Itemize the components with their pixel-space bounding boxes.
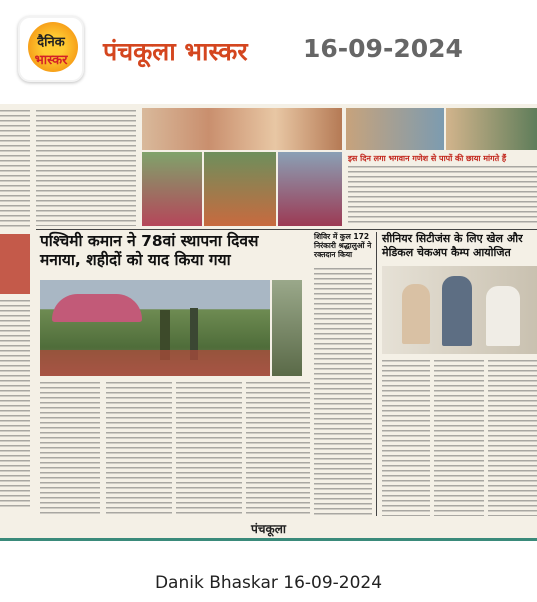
text-column [314, 268, 372, 516]
text-column [488, 360, 537, 516]
divider [376, 232, 377, 516]
clipping-footer-label: पंचकूला [251, 522, 286, 536]
text-column [382, 360, 430, 516]
text-column [40, 382, 100, 516]
image-caption: Danik Bhaskar 16-09-2024 [154, 573, 383, 593]
story-ganesh-headline: इस दिन लगा भगवान गणेश से पापों की छाया मांगते हैं [348, 154, 507, 163]
photo [0, 234, 30, 294]
photo [446, 108, 537, 150]
logo-text-line2: भास्कर [34, 53, 68, 68]
text-column [0, 110, 30, 230]
text-column [106, 382, 172, 516]
text-column [348, 166, 537, 226]
logo-text-line1: दैनिक [37, 35, 65, 50]
masthead [0, 0, 537, 100]
photo [142, 152, 202, 226]
card-border [0, 538, 537, 541]
photo [204, 152, 276, 226]
text-column [246, 382, 310, 516]
text-column [36, 110, 136, 226]
edition-date: 16-09-2024 [303, 34, 463, 63]
photo [142, 108, 342, 150]
newspaper-clipping [0, 104, 537, 538]
photo [346, 108, 444, 150]
dainik-bhaskar-logo [18, 16, 84, 82]
divider [36, 229, 537, 230]
story-senior-headline: सीनियर सिटीजंस के लिए खेल और मेडिकल चेकअप कैम्प आयोजित [382, 232, 523, 259]
text-column [0, 300, 30, 510]
text-column [176, 382, 242, 516]
story-camp-headline: शिविर में कुल 172 निरंकारी श्रद्धालुओं ने रक्तदान किया [314, 232, 372, 259]
story-command-headline: पश्चिमी कमान ने 78वां स्थापना दिवस मनाया, शहीदों को याद किया गया [40, 232, 259, 270]
photo [272, 280, 302, 376]
text-column [434, 360, 484, 516]
photo [278, 152, 342, 226]
edition-title: पंचकूला भास्कर [103, 37, 248, 66]
photo [382, 266, 537, 354]
photo [40, 280, 270, 376]
